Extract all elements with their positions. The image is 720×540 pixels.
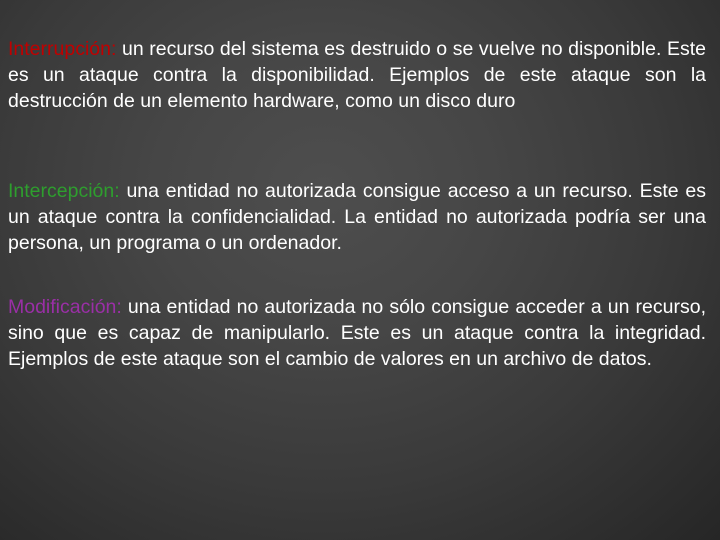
paragraph-interruption <box>8 36 706 114</box>
paragraph-interception <box>8 178 706 256</box>
term-interruption: Interrupción: <box>8 38 117 60</box>
paragraph-interruption-text: un recurso del sistema es destruido o se vuelve no disponible. Este es un ataque contra la disponibilidad. Ejemplos de este ataque son la destrucción de un elemento hardware, como un disco duro <box>8 38 706 112</box>
paragraph-modification-text: una entidad no autorizada no sólo consigue acceder a un recurso, sino que es capaz de manipularlo. Este es un ataque contra la integridad. Ejemplos de este ataque son el cambio de valores en un archivo de datos. <box>8 296 706 370</box>
term-interception: Intercepción: <box>8 180 120 202</box>
term-modification: Modificación: <box>8 296 122 318</box>
paragraph-interception-text: una entidad no autorizada consigue acceso a un recurso. Este es un ataque contra la confidencialidad. La entidad no autorizada podría ser una persona, un programa o un ordenador. <box>8 180 706 254</box>
paragraph-modification <box>8 294 706 372</box>
